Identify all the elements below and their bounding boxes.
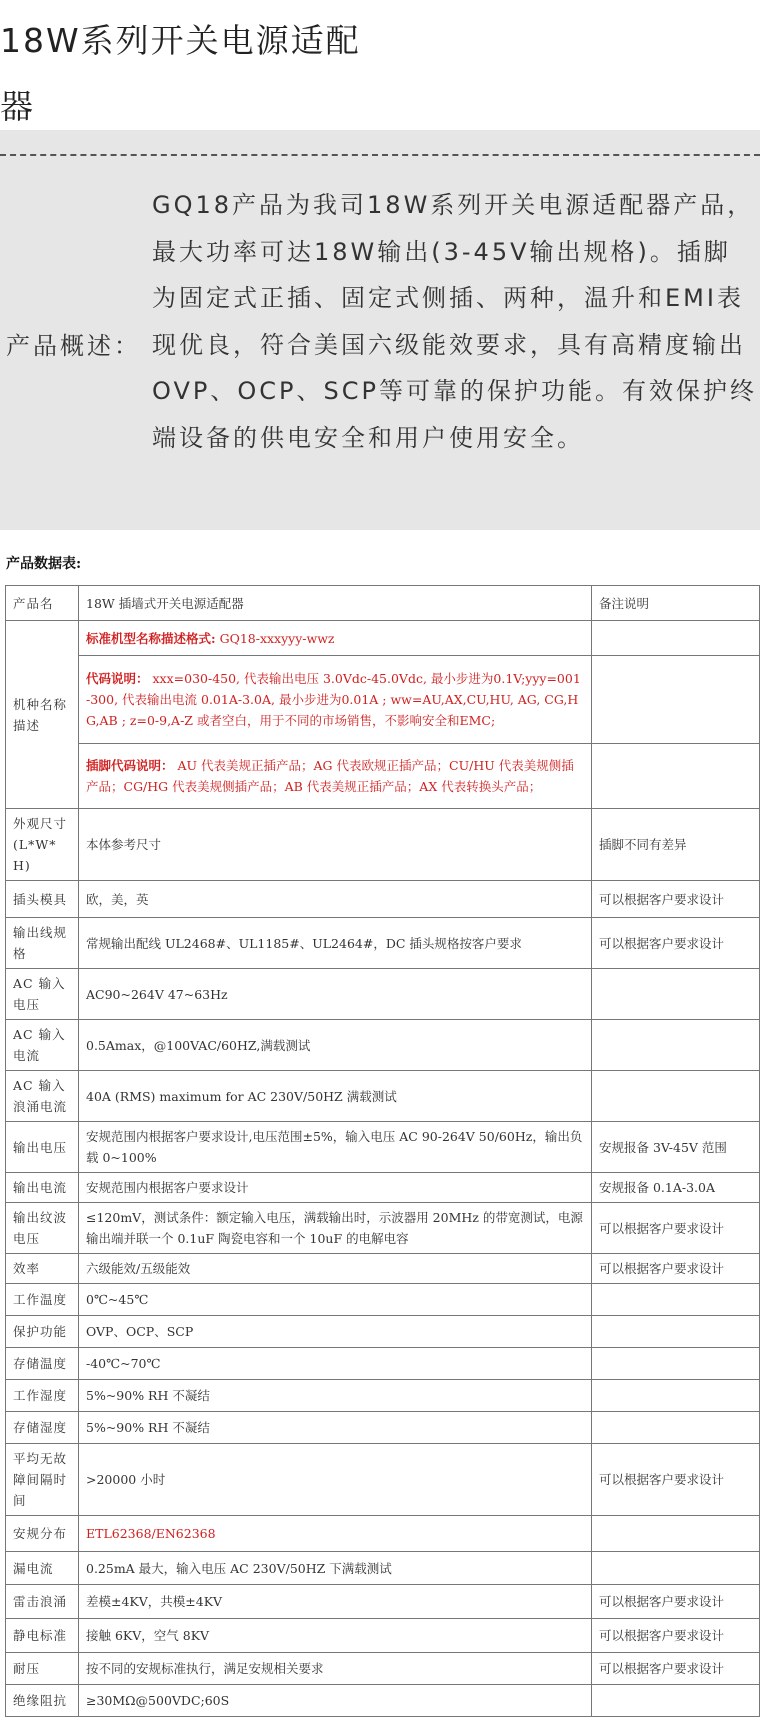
row-note: 安规报备 3V-45V 范围 bbox=[592, 1122, 760, 1173]
row-value: 按不同的安规标准执行，满足安规相关要求 bbox=[79, 1653, 592, 1685]
row-value: OVP、OCP、SCP bbox=[79, 1316, 592, 1348]
row-note: 可以根据客户要求设计 bbox=[592, 1585, 760, 1619]
row-value: ≤120mV，测试条件：额定输入电压，满载输出时，示波器用 20MHz 的带宽测试，电源输出端并联一个 0.1uF 陶瓷电容和一个 10uF 的电解电容 bbox=[79, 1203, 592, 1254]
row-note: 可以根据客户要求设计 bbox=[592, 1254, 760, 1284]
row-name: 工作湿度 bbox=[6, 1380, 79, 1412]
row-note bbox=[592, 1284, 760, 1316]
table-row bbox=[6, 809, 760, 881]
table-row bbox=[6, 1653, 760, 1685]
row-value: AC90~264V 47~63Hz bbox=[79, 969, 592, 1020]
row-name: AC 输入浪涌电流 bbox=[6, 1071, 79, 1122]
row-name: 平均无故障间隔时间 bbox=[6, 1444, 79, 1516]
header-product: 18W 插墙式开关电源适配器 bbox=[79, 586, 592, 621]
row-name: 输出电流 bbox=[6, 1173, 79, 1203]
row-value: 安规范围内根据客户要求设计,电压范围±5%，输入电压 AC 90-264V 50/60Hz，输出负载 0~100% bbox=[79, 1122, 592, 1173]
row-value: >20000 小时 bbox=[79, 1444, 592, 1516]
row-note: 可以根据客户要求设计 bbox=[592, 1444, 760, 1516]
row-note bbox=[592, 1412, 760, 1444]
row-name: 雷击浪涌 bbox=[6, 1585, 79, 1619]
model-code bbox=[79, 656, 592, 744]
model-code-label: 代码说明： bbox=[86, 671, 149, 686]
model-code-value: xxx=030-450, 代表输出电压 3.0Vdc-45.0Vdc, 最小步进为0.1V;yyy=001-300, 代表输出电流 0.01A-3.0A, 最小步进为0.01A ; ww=AU,AX,CU,HU, AG, CG,HG,AB ; z=0-9,A-Z 或者空白，用于不同的市场销售，不影响安全和EMC; bbox=[86, 671, 581, 728]
row-note: 插脚不同有差异 bbox=[592, 809, 760, 881]
row-note bbox=[592, 1516, 760, 1552]
header-name: 产品名 bbox=[6, 586, 79, 621]
row-note bbox=[592, 1552, 760, 1585]
row-note: 可以根据客户要求设计 bbox=[592, 881, 760, 918]
row-value: 差模±4KV，共模±4KV bbox=[79, 1585, 592, 1619]
row-value: 本体参考尺寸 bbox=[79, 809, 592, 881]
row-value: ETL62368/EN62368 bbox=[79, 1516, 592, 1552]
overview-text: GQ18产品为我司18W系列开关电源适配器产品，最大功率可达18W输出(3-45V输出规格)。插脚为固定式正插、固定式侧插、两种，温升和EMI表现优良，符合美国六级能效要求，具有高精度输出OVP、OCP、SCP等可靠的保护功能。有效保护终端设备的供电安全和用户使用安全。 bbox=[152, 191, 757, 452]
row-value: 0.5Amax，@100VAC/60HZ,满载测试 bbox=[79, 1020, 592, 1071]
model-format-value: GQ18-xxxyyy-wwz bbox=[215, 630, 335, 646]
model-plug bbox=[79, 744, 592, 809]
row-note bbox=[592, 1020, 760, 1071]
model-label: 机种名称描述 bbox=[6, 621, 79, 809]
table-row bbox=[6, 918, 760, 969]
row-value: ≥30MΩ@500VDC;60S bbox=[79, 1685, 592, 1717]
row-name: 外观尺寸(L*W*H) bbox=[6, 809, 79, 881]
model-format bbox=[79, 621, 592, 656]
row-note: 可以根据客户要求设计 bbox=[592, 1619, 760, 1653]
model-format-note bbox=[592, 621, 760, 656]
table-row bbox=[6, 1619, 760, 1653]
row-name: AC 输入电流 bbox=[6, 1020, 79, 1071]
table-row bbox=[6, 1552, 760, 1585]
table-row bbox=[6, 1173, 760, 1203]
table-row bbox=[6, 1585, 760, 1619]
table-row bbox=[6, 1685, 760, 1717]
row-value: 0℃~45℃ bbox=[79, 1284, 592, 1316]
row-name: AC 输入电压 bbox=[6, 969, 79, 1020]
row-name: 静电标准 bbox=[6, 1619, 79, 1653]
table-row bbox=[6, 1071, 760, 1122]
row-note bbox=[592, 1380, 760, 1412]
row-name: 输出线规格 bbox=[6, 918, 79, 969]
table-row bbox=[6, 1020, 760, 1071]
product-overview bbox=[0, 130, 760, 530]
row-value: 接触 6KV，空气 8KV bbox=[79, 1619, 592, 1653]
page-title: 18W系列开关电源适配器 bbox=[0, 21, 361, 126]
model-plug-value: AU 代表美规正插产品；AG 代表欧规正插产品；CU/HU 代表美规侧插产品；CG/HG 代表美规侧插产品；AB 代表美规正插产品；AX 代表转换头产品； bbox=[86, 758, 574, 794]
row-note bbox=[592, 1071, 760, 1122]
row-value: 0.25mA 最大，输入电压 AC 230V/50HZ 下满载测试 bbox=[79, 1552, 592, 1585]
row-name: 工作温度 bbox=[6, 1284, 79, 1316]
model-row-format bbox=[6, 621, 760, 656]
table-row bbox=[6, 1516, 760, 1552]
row-note bbox=[592, 1685, 760, 1717]
row-note: 可以根据客户要求设计 bbox=[592, 918, 760, 969]
model-plug-note bbox=[592, 744, 760, 809]
table-row bbox=[6, 1284, 760, 1316]
header-note: 备注说明 bbox=[592, 586, 760, 621]
row-value: 安规范围内根据客户要求设计 bbox=[79, 1173, 592, 1203]
table-row bbox=[6, 1203, 760, 1254]
row-name: 输出纹波电压 bbox=[6, 1203, 79, 1254]
row-name: 绝缘阻抗 bbox=[6, 1685, 79, 1717]
row-note: 可以根据客户要求设计 bbox=[592, 1653, 760, 1685]
row-value: 5%~90% RH 不凝结 bbox=[79, 1412, 592, 1444]
model-plug-label: 插脚代码说明： bbox=[86, 758, 174, 773]
table-row bbox=[6, 1122, 760, 1173]
row-name: 漏电流 bbox=[6, 1552, 79, 1585]
table-title: 产品数据表: bbox=[6, 556, 82, 572]
row-value: 常规输出配线 UL2468#、UL1185#、UL2464#，DC 插头规格按客户要求 bbox=[79, 918, 592, 969]
row-value: 40A (RMS) maximum for AC 230V/50HZ 满载测试 bbox=[79, 1071, 592, 1122]
table-row bbox=[6, 1412, 760, 1444]
row-name: 输出电压 bbox=[6, 1122, 79, 1173]
table-header-row bbox=[6, 586, 760, 621]
table-row bbox=[6, 1254, 760, 1284]
row-note bbox=[592, 1316, 760, 1348]
dashed-divider bbox=[0, 154, 760, 156]
model-code-note bbox=[592, 656, 760, 744]
table-row bbox=[6, 969, 760, 1020]
model-format-label: 标准机型名称描述格式: bbox=[86, 630, 216, 646]
row-value: 欧，美，英 bbox=[79, 881, 592, 918]
table-row bbox=[6, 881, 760, 918]
model-row-code bbox=[6, 656, 760, 744]
row-name: 安规分布 bbox=[6, 1516, 79, 1552]
overview-label: 产品概述： bbox=[6, 332, 141, 360]
row-note: 可以根据客户要求设计 bbox=[592, 1203, 760, 1254]
model-row-plug bbox=[6, 744, 760, 809]
table-row bbox=[6, 1348, 760, 1380]
row-note bbox=[592, 1348, 760, 1380]
row-note: 安规报备 0.1A-3.0A bbox=[592, 1173, 760, 1203]
row-name: 保护功能 bbox=[6, 1316, 79, 1348]
row-value: -40℃~70℃ bbox=[79, 1348, 592, 1380]
row-note bbox=[592, 969, 760, 1020]
table-row bbox=[6, 1444, 760, 1516]
table-row bbox=[6, 1316, 760, 1348]
row-value: 六级能效/五级能效 bbox=[79, 1254, 592, 1284]
row-name: 插头模具 bbox=[6, 881, 79, 918]
row-name: 效率 bbox=[6, 1254, 79, 1284]
spec-table bbox=[5, 585, 760, 1717]
row-name: 耐压 bbox=[6, 1653, 79, 1685]
row-name: 存储温度 bbox=[6, 1348, 79, 1380]
row-value: 5%~90% RH 不凝结 bbox=[79, 1380, 592, 1412]
row-name: 存储湿度 bbox=[6, 1412, 79, 1444]
table-row bbox=[6, 1380, 760, 1412]
